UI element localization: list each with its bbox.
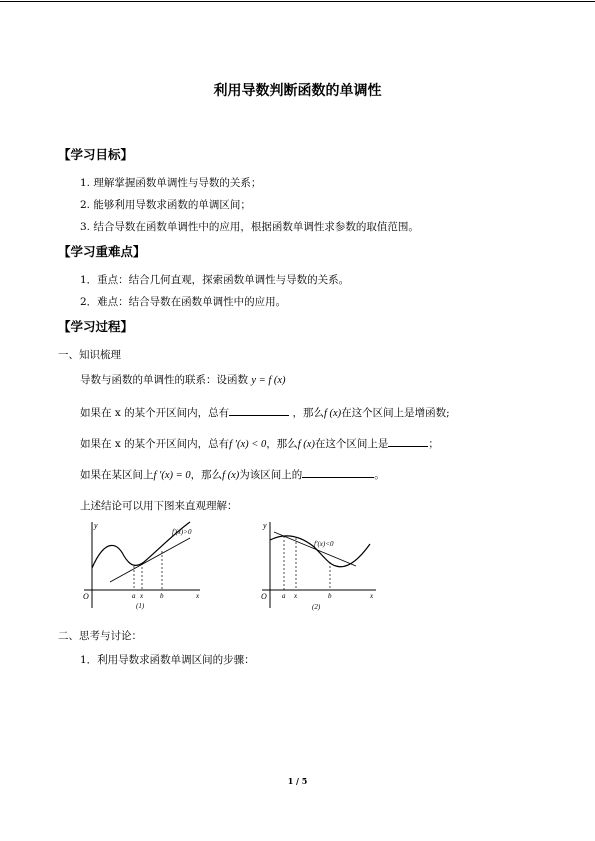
part2-heading: 二、思考与讨论： — [58, 630, 142, 642]
line2-text-b: ，那么 — [266, 438, 298, 450]
page-title: 利用导数判断函数的单调性 — [213, 83, 382, 99]
line3-text-c: 为该区间上的 — [239, 469, 303, 481]
answer-blank-2[interactable] — [388, 436, 428, 447]
fig1-label-a: a — [132, 592, 136, 600]
line1-formula: f (x) — [323, 408, 342, 419]
line2-text-d: ； — [428, 438, 439, 450]
fig1-label-b: b — [160, 592, 164, 600]
section-keypoints-heading: 【学习重难点】 — [58, 244, 146, 259]
line3-function: f (x) — [222, 470, 240, 481]
line2-formula: f ′(x) < 0 — [229, 439, 267, 450]
goal-item: 1. 理解掌握函数单调性与导数的关系； — [80, 177, 262, 189]
line1-text-c: 在这个区间上是增函数; — [341, 407, 450, 419]
line3-text-a: 如果在某区间上 — [80, 469, 154, 481]
conclusion-line-1 — [80, 405, 450, 420]
line2-function: f (x) — [297, 439, 315, 450]
section-process-heading: 【学习过程】 — [58, 319, 134, 334]
figure-decreasing — [258, 518, 380, 613]
goal-item: 3. 结合导数在函数单调性中的应用，根据函数单调性求参数的取值范围。 — [80, 221, 419, 233]
fig1-condition: f′(x)>0 — [172, 528, 192, 536]
page-number: 1 / 5 — [287, 776, 308, 786]
fig1-label-x-axis: x — [196, 592, 200, 600]
figure-intro: 上述结论可以用下图来直观理解： — [80, 500, 238, 512]
fig2-label-x-axis: x — [370, 592, 374, 600]
goal-item: 2. 能够利用导数求函数的单调区间； — [80, 199, 251, 211]
line2-text-a: 如果在 x 的某个开区间内，总有 — [80, 438, 230, 450]
line3-text-d: 。 — [374, 469, 385, 481]
intro-line — [80, 372, 286, 387]
top-rule — [0, 1, 595, 2]
intro-formula: y = f (x) — [251, 375, 286, 386]
question-1: 1．利用导数求函数单调区间的步骤： — [80, 654, 255, 666]
keypoint-item: 1．重点：结合几何直观，探索函数单调性与导数的关系。 — [80, 274, 350, 286]
conclusion-line-3 — [80, 467, 385, 482]
section-goals-heading: 【学习目标】 — [58, 147, 134, 162]
line1-text-b: ，那么 — [292, 407, 324, 419]
fig2-label-origin: O — [261, 592, 267, 601]
fig1-label-y: y — [94, 521, 98, 530]
tangent-line — [110, 538, 190, 582]
part1-heading: 一、知识梳理 — [58, 349, 121, 361]
line3-text-b: ，那么 — [190, 469, 223, 481]
fig1-label-x: x — [140, 592, 144, 600]
fig2-caption: (2) — [312, 603, 321, 611]
line3-formula: f ′(x) = 0 — [153, 470, 191, 481]
fig2-condition: f′(x)<0 — [314, 540, 334, 548]
figure-increasing — [78, 518, 208, 613]
fig2-label-y: y — [263, 521, 267, 530]
line1-text-a: 如果在 x 的某个开区间内，总有 — [80, 407, 230, 419]
answer-blank-1[interactable] — [229, 405, 289, 416]
fig1-caption: (1) — [136, 602, 145, 610]
fig1-label-origin: O — [83, 592, 89, 601]
intro-text: 导数与函数的单调性的联系：设函数 — [80, 374, 248, 386]
conclusion-line-2 — [80, 436, 439, 451]
keypoint-item: 2．难点：结合导数在函数单调性中的应用。 — [80, 296, 287, 308]
fig2-label-a: a — [282, 592, 286, 600]
fig2-label-x: x — [294, 592, 298, 600]
line2-text-c: 在这个区间上是 — [314, 438, 389, 450]
tangent-line — [274, 532, 356, 566]
answer-blank-3[interactable] — [302, 467, 374, 478]
fig2-label-b: b — [328, 592, 332, 600]
